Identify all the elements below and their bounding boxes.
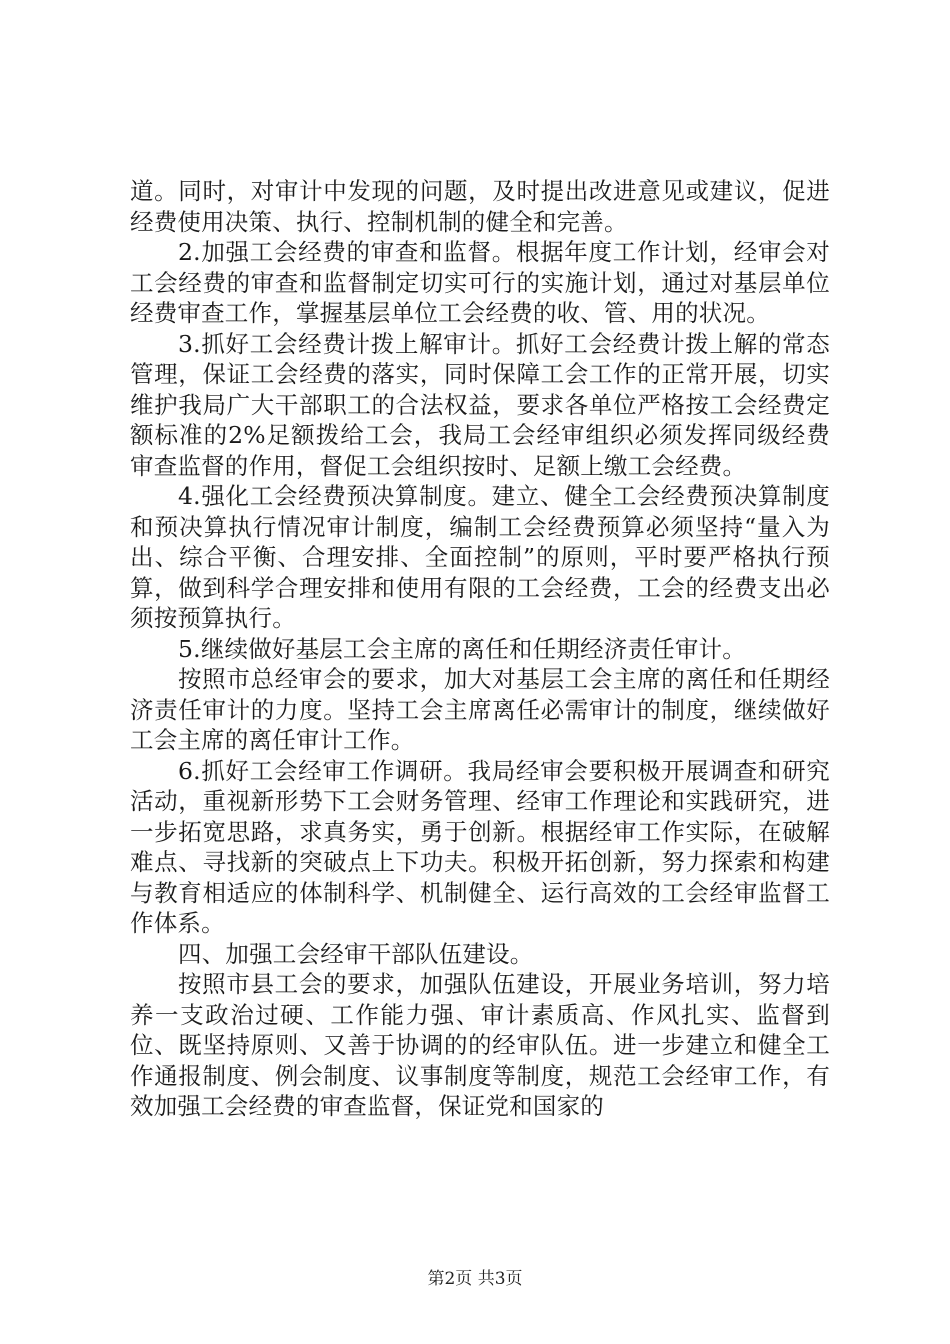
paragraph-item-2: 2.加强工会经费的审查和监督。根据年度工作计划，经审会对工会经费的审查和监督制定切实可行的实施计划，通过对基层单位经费审查工作，掌握基层单位工会经费的收、管、用的状况。 xyxy=(130,238,830,327)
document-body xyxy=(130,176,830,1122)
paragraph-item-5-detail: 按照市总经审会的要求，加大对基层工会主席的离任和任期经济责任审计的力度。坚持工会主席离任必需审计的制度，继续做好工会主席的离任审计工作。 xyxy=(130,665,830,754)
page-number-footer: 第2页 共3页 xyxy=(427,1269,523,1289)
paragraph-continuation: 道。同时，对审计中发现的问题，及时提出改进意见或建议，促进经费使用决策、执行、控制机制的健全和完善。 xyxy=(130,177,830,236)
paragraph-item-3: 3.抓好工会经费计拨上解审计。抓好工会经费计拨上解的常态管理，保证工会经费的落实，同时保障工会工作的正常开展，切实维护我局广大干部职工的合法权益，要求各单位严格按工会经费定额标准的2%足额拨给工会，我局工会经审组织必须发挥同级经费审查监督的作用，督促工会组织按时、足额上缴工会经费。 xyxy=(130,329,830,480)
paragraph-item-6: 6.抓好工会经审工作调研。我局经审会要积极开展调查和研究活动，重视新形势下工会财务管理、经审工作理论和实践研究，进一步拓宽思路，求真务实，勇于创新。根据经审工作实际，在破解难点、寻找新的突破点上下功夫。积极开拓创新，努力探索和构建与教育相适应的体制科学、机制健全、运行高效的工会经审监督工作体系。 xyxy=(130,756,830,937)
paragraph-item-5: 5.继续做好基层工会主席的离任和任期经济责任审计。 xyxy=(178,634,746,663)
paragraph-item-4: 4.强化工会经费预决算制度。建立、健全工会经费预决算制度和预决算执行情况审计制度，编制工会经费预算必须坚持“量入为出、综合平衡、合理安排、全面控制”的原则，平时要严格执行预算，做到科学合理安排和使用有限的工会经费，工会的经费支出必须按预算执行。 xyxy=(130,482,830,632)
paragraph-section-4-body: 按照市县工会的要求，加强队伍建设，开展业务培训，努力培养一支政治过硬、工作能力强、审计素质高、作风扎实、监督到位、既坚持原则、又善于协调的的经审队伍。进一步建立和健全工作通报制度、例会制度、议事制度等制度，规范工会经审工作，有效加强工会经费的审查监督，保证党和国家的 xyxy=(130,970,830,1120)
section-heading-4: 四、加强工会经审干部队伍建设。 xyxy=(178,939,534,968)
